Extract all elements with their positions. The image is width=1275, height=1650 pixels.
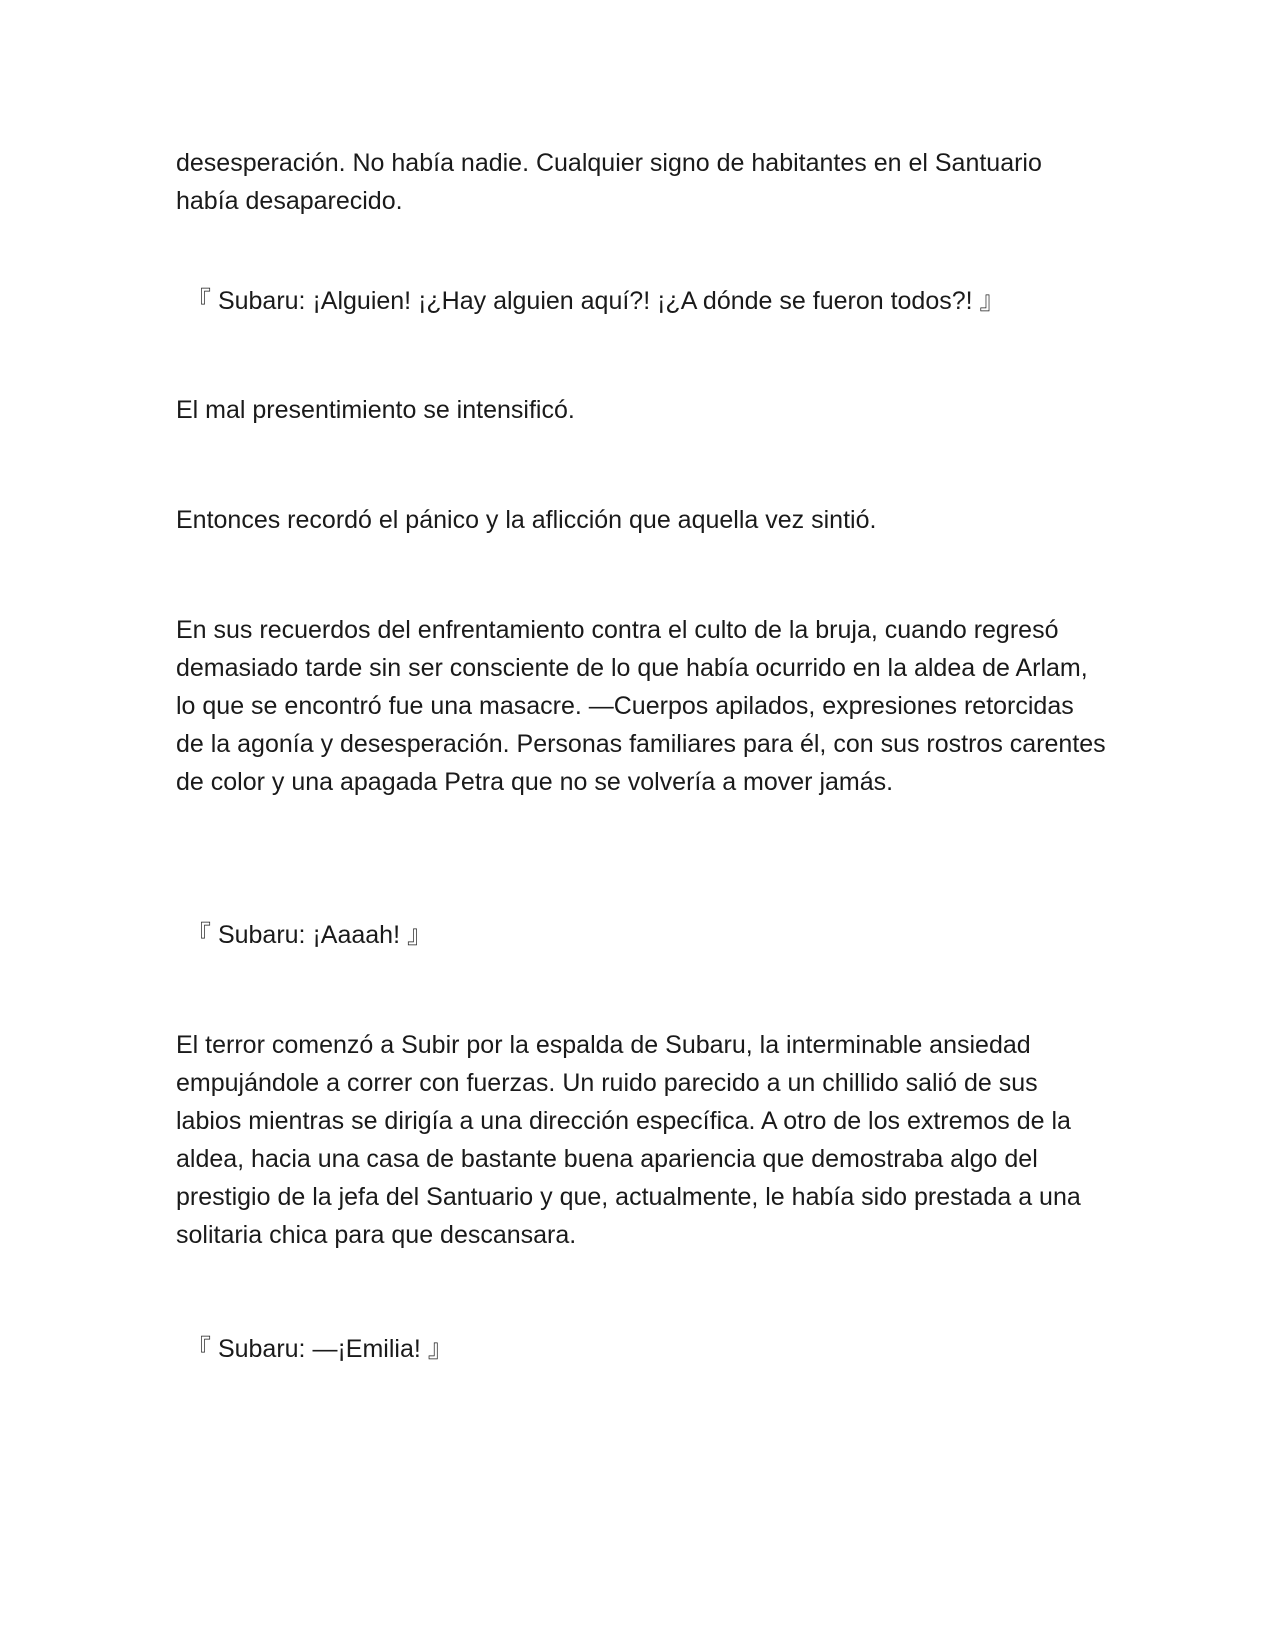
dialogue-subaru-emilia: 『 Subaru: —¡Emilia! 』	[186, 1335, 453, 1363]
paragraph-entonces-recordo: Entonces recordó el pánico y la aflicción que aquella vez sintió.	[176, 506, 877, 534]
dialogue-subaru-aaaah: 『 Subaru: ¡Aaaah! 』	[186, 921, 432, 949]
paragraph-mal-presentimiento: El mal presentimiento se intensificó.	[176, 396, 575, 424]
paragraph-desesperacion: desesperación. No había nadie. Cualquier signo de habitantes en el Santuario había desaparecido.	[176, 149, 1042, 215]
paragraph-recuerdos-masacre: En sus recuerdos del enfrentamiento contra el culto de la bruja, cuando regresó demasiado tarde sin ser consciente de lo que había ocurrido en la aldea de Arlam, lo que se encontró fue una masacre. —Cuerpos apilados, expresiones retorcidas de la agonía y desesperación. Personas familiares para él, con sus rostros carentes de color y una apagada Petra que no se volvería a mover jamás.	[176, 616, 1106, 796]
paragraph-terror: El terror comenzó a Subir por la espalda de Subaru, la interminable ansiedad empujándole a correr con fuerzas. Un ruido parecido a un chillido salió de sus labios mientras se dirigía a una dirección específica. A otro de los extremos de la aldea, hacia una casa de bastante buena apariencia que demostraba algo del prestigio de la jefa del Santuario y que, actualmente, le había sido prestada a una solitaria chica para que descansara.	[176, 1031, 1081, 1249]
dialogue-subaru-alguien: 『 Subaru: ¡Alguien! ¡¿Hay alguien aquí?! ¡¿A dónde se fueron todos?! 』	[186, 287, 1005, 315]
